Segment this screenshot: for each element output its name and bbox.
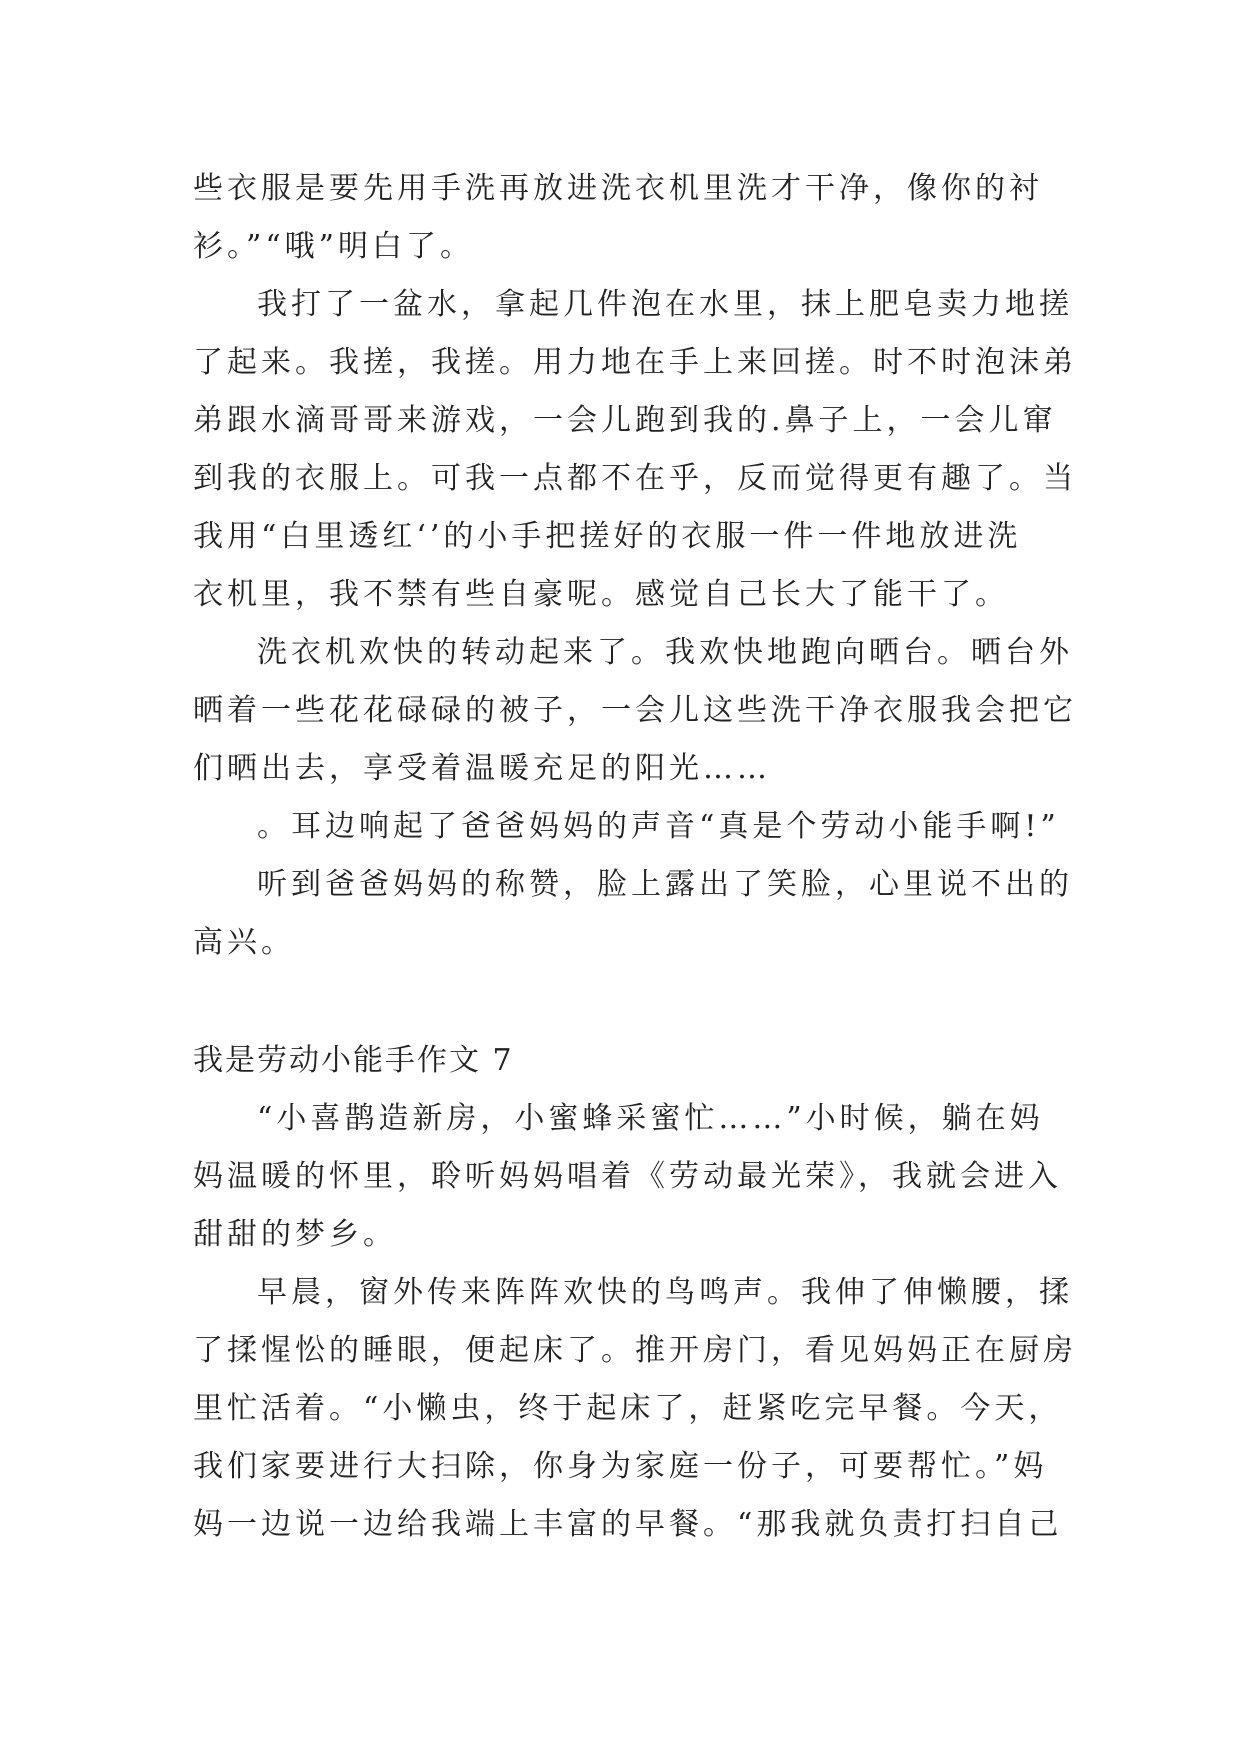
text-line: 我用“白里透红‘’的小手把搓好的衣服一件一件地放进洗: [193, 519, 1022, 554]
text-line: 晒着一些花花碌碌的被子，一会儿这些洗干净衣服我会把它: [193, 693, 1077, 728]
paragraph-start-line: “小喜鹊造新房，小蜜蜂采蜜忙……”小时候，躺在妈: [257, 1101, 1044, 1136]
text-line: 们晒出去，享受着温暖充足的阳光……: [193, 751, 771, 786]
text-line: 到我的衣服上。可我一点都不在乎，反而觉得更有趣了。当: [193, 461, 1077, 496]
text-line: 妈温暖的怀里，聆听妈妈唱着《劳动最光荣》，我就会进入: [193, 1159, 1062, 1194]
text-line: 妈一边说一边给我端上丰富的早餐。“那我就负责打扫自己: [193, 1507, 1063, 1542]
paragraph-start-line: 听到爸爸妈妈的称赞，脸上露出了笑脸，心里说不出的: [257, 867, 1073, 902]
text-line: 些衣服是要先用手洗再放进洗衣机里洗才干净，像你的衬: [193, 171, 1043, 206]
text-line: 里忙活着。“小懒虫，终于起床了，赶紧吃完早餐。今天，: [193, 1391, 1063, 1426]
paragraph-start-line: 洗衣机欢快的转动起来了。我欢快地跑向晒台。晒台外: [257, 635, 1073, 670]
paragraph-start-line: 我打了一盆水，拿起几件泡在水里，抹上肥皂卖力地搓: [257, 287, 1073, 322]
text-line: 弟跟水滴哥哥来游戏，一会儿跑到我的.鼻子上，一会儿窜: [193, 403, 1057, 438]
text-line: 高兴。: [193, 925, 295, 960]
text-line: 我们家要进行大扫除，你身为家庭一份子，可要帮忙。”妈: [193, 1449, 1048, 1484]
text-line: 了揉惺忪的睡眼，便起床了。推开房门，看见妈妈正在厨房: [193, 1333, 1077, 1368]
paragraph-start-line: 早晨，窗外传来阵阵欢快的鸟鸣声。我伸了伸懒腰，揉: [257, 1275, 1073, 1310]
text-line: 了起来。我搓，我搓。用力地在手上来回搓。时不时泡沫弟: [193, 345, 1077, 380]
document-body: [193, 160, 1077, 1554]
text-line: 衫。”“哦”明白了。: [193, 229, 475, 264]
paragraph-start-line: 。耳边响起了爸爸妈妈的声音“真是个劳动小能手啊!”: [257, 809, 1060, 844]
section-heading: 我是劳动小能手作文 7: [193, 1043, 514, 1078]
text-line: 衣机里，我不禁有些自豪呢。感觉自己长大了能干了。: [193, 577, 1009, 612]
text-line: 甜甜的梦乡。: [193, 1217, 397, 1252]
